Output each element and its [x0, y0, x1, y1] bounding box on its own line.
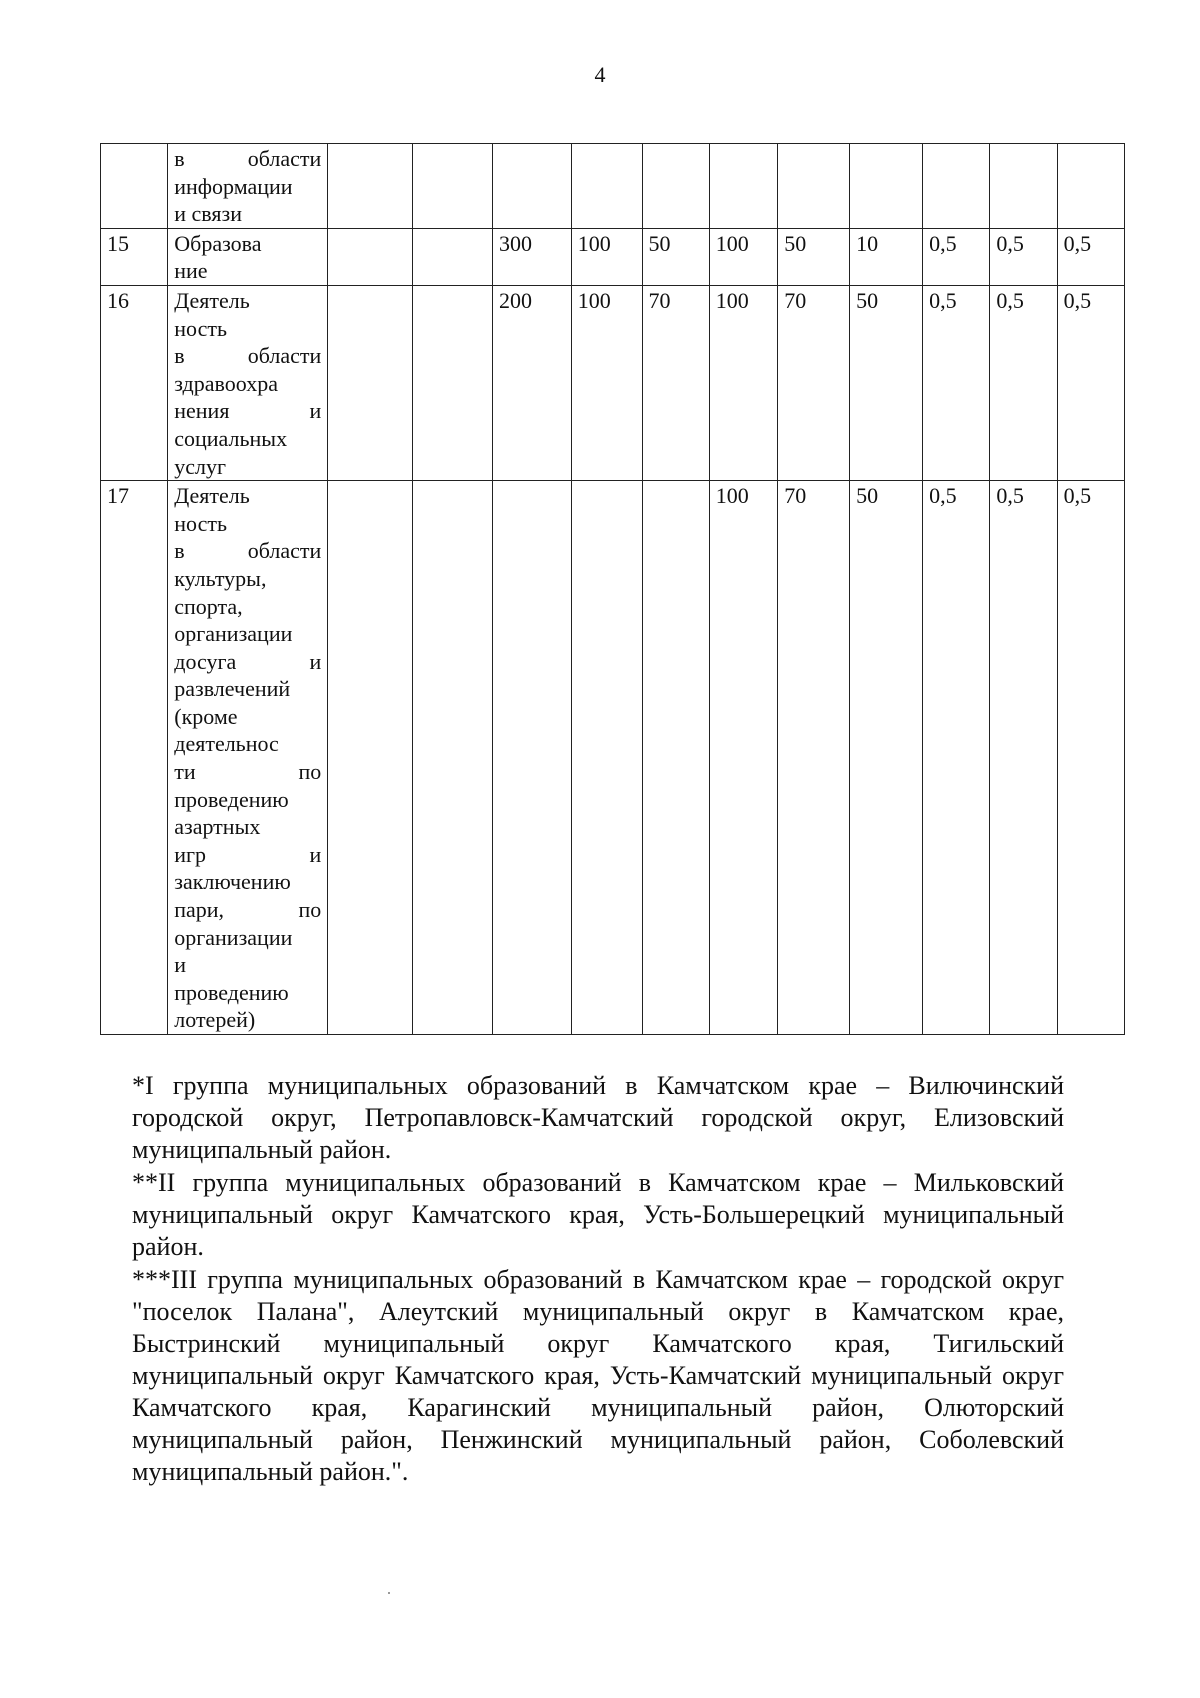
value-cell: [328, 144, 413, 229]
table-body: [101, 144, 1125, 1035]
activity-name-line: Образова: [174, 230, 262, 256]
activity-name-line: (кроме: [174, 703, 238, 729]
value-cell: 0,5: [923, 285, 990, 480]
activity-name: [168, 144, 328, 229]
activity-name-line: социальных: [174, 425, 288, 451]
footnote-group-3: ***III группа муниципальных образований в Камчатском крае – городской округ "поселок Палана", Алеутский муниципальный округ в Камчатском крае, Быстринский муниципальный округ Камчатского края, Тигильский муниципальный округ Камчатского края, Усть-Камчатский муниципальный округ Камчатского края, Карагинский муниципальный район, Олюторский муниципальный район, Пенжинский муниципальный район, Соболевский муниципальный район.".: [132, 1265, 1064, 1486]
value-cell: 50: [778, 228, 850, 285]
value-cell: [923, 144, 990, 229]
value-cell: [328, 481, 413, 1035]
activity-name-line: ность: [174, 510, 227, 536]
activity-name-line: услуг: [174, 453, 227, 479]
activity-table: [100, 143, 1125, 1035]
value-cell: [412, 228, 492, 285]
value-cell: [412, 144, 492, 229]
activity-name: [168, 228, 328, 285]
value-cell: 70: [778, 285, 850, 480]
value-cell: [850, 144, 923, 229]
value-cell: 50: [850, 285, 923, 480]
activity-name-line: в области: [174, 343, 322, 369]
table-row: [101, 481, 1125, 1035]
value-cell: [571, 144, 642, 229]
value-cell: 0,5: [1057, 228, 1124, 285]
activity-name-line: Деятель: [174, 483, 250, 509]
row-number: 15: [101, 228, 168, 285]
value-cell: [571, 481, 642, 1035]
activity-name-line: пари, по: [174, 897, 322, 923]
value-cell: [990, 144, 1057, 229]
activity-name-line: здравоохра: [174, 370, 278, 396]
activity-name-line: лотерей): [174, 1007, 256, 1033]
value-cell: 0,5: [990, 481, 1057, 1035]
value-cell: [642, 481, 709, 1035]
activity-name-line: досуга и: [174, 648, 322, 674]
activity-name-line: заключению: [174, 869, 291, 895]
activity-name-line: проведению: [174, 786, 289, 812]
value-cell: 200: [492, 285, 571, 480]
value-cell: 0,5: [923, 481, 990, 1035]
activity-name-line: ти по: [174, 759, 322, 785]
activity-name-line: информации: [174, 173, 293, 199]
activity-name-line: спорта,: [174, 593, 243, 619]
activity-name-line: организации: [174, 924, 293, 950]
activity-name-line: и: [174, 952, 187, 978]
value-cell: 100: [571, 228, 642, 285]
value-cell: [709, 144, 777, 229]
table-row: [101, 285, 1125, 480]
activity-name-line: игр и: [174, 841, 322, 867]
value-cell: 0,5: [990, 228, 1057, 285]
value-cell: [328, 228, 413, 285]
value-cell: [412, 285, 492, 480]
activity-name-line: азартных: [174, 814, 261, 840]
row-number: [101, 144, 168, 229]
table-row: [101, 144, 1125, 229]
footnotes: [132, 1070, 1064, 1489]
value-cell: [642, 144, 709, 229]
value-cell: 300: [492, 228, 571, 285]
row-number: 17: [101, 481, 168, 1035]
value-cell: 100: [709, 285, 777, 480]
value-cell: 70: [642, 285, 709, 480]
activity-name-line: деятельнос: [174, 731, 279, 757]
activity-name-line: культуры,: [174, 565, 267, 591]
activity-name-line: ние: [174, 258, 208, 284]
value-cell: 100: [709, 228, 777, 285]
activity-name-line: проведению: [174, 979, 289, 1005]
activity-name-line: нения и: [174, 398, 322, 424]
value-cell: [412, 481, 492, 1035]
value-cell: 0,5: [1057, 285, 1124, 480]
value-cell: 0,5: [923, 228, 990, 285]
value-cell: [1057, 144, 1124, 229]
value-cell: 100: [709, 481, 777, 1035]
footnote-group-1: *I группа муниципальных образований в Камчатском крае – Вилючинский городской округ, Петропавловск-Камчатский городской округ, Елизовский муниципальный район.: [132, 1071, 1064, 1164]
value-cell: 50: [642, 228, 709, 285]
activity-name: [168, 285, 328, 480]
activity-name: [168, 481, 328, 1035]
scan-speck: [388, 1592, 390, 1594]
footnote-group-2: **II группа муниципальных образований в Камчатском крае – Мильковский муниципальный округ Камчатского края, Усть-Большерецкий муниципальный район.: [132, 1168, 1064, 1261]
activity-name-line: в области: [174, 538, 322, 564]
activity-name-line: организации: [174, 621, 293, 647]
value-cell: [492, 481, 571, 1035]
activity-name-line: развлечений: [174, 676, 291, 702]
activity-name-line: в области: [174, 146, 322, 171]
activity-name-line: Деятель: [174, 287, 250, 313]
table-row: [101, 228, 1125, 285]
activity-name-line: ность: [174, 315, 227, 341]
value-cell: [328, 285, 413, 480]
page-number: 4: [594, 62, 606, 87]
value-cell: 70: [778, 481, 850, 1035]
value-cell: 100: [571, 285, 642, 480]
value-cell: 50: [850, 481, 923, 1035]
value-cell: [778, 144, 850, 229]
value-cell: 10: [850, 228, 923, 285]
activity-name-line: и связи: [174, 201, 242, 227]
value-cell: [492, 144, 571, 229]
value-cell: 0,5: [990, 285, 1057, 480]
value-cell: 0,5: [1057, 481, 1124, 1035]
row-number: 16: [101, 285, 168, 480]
